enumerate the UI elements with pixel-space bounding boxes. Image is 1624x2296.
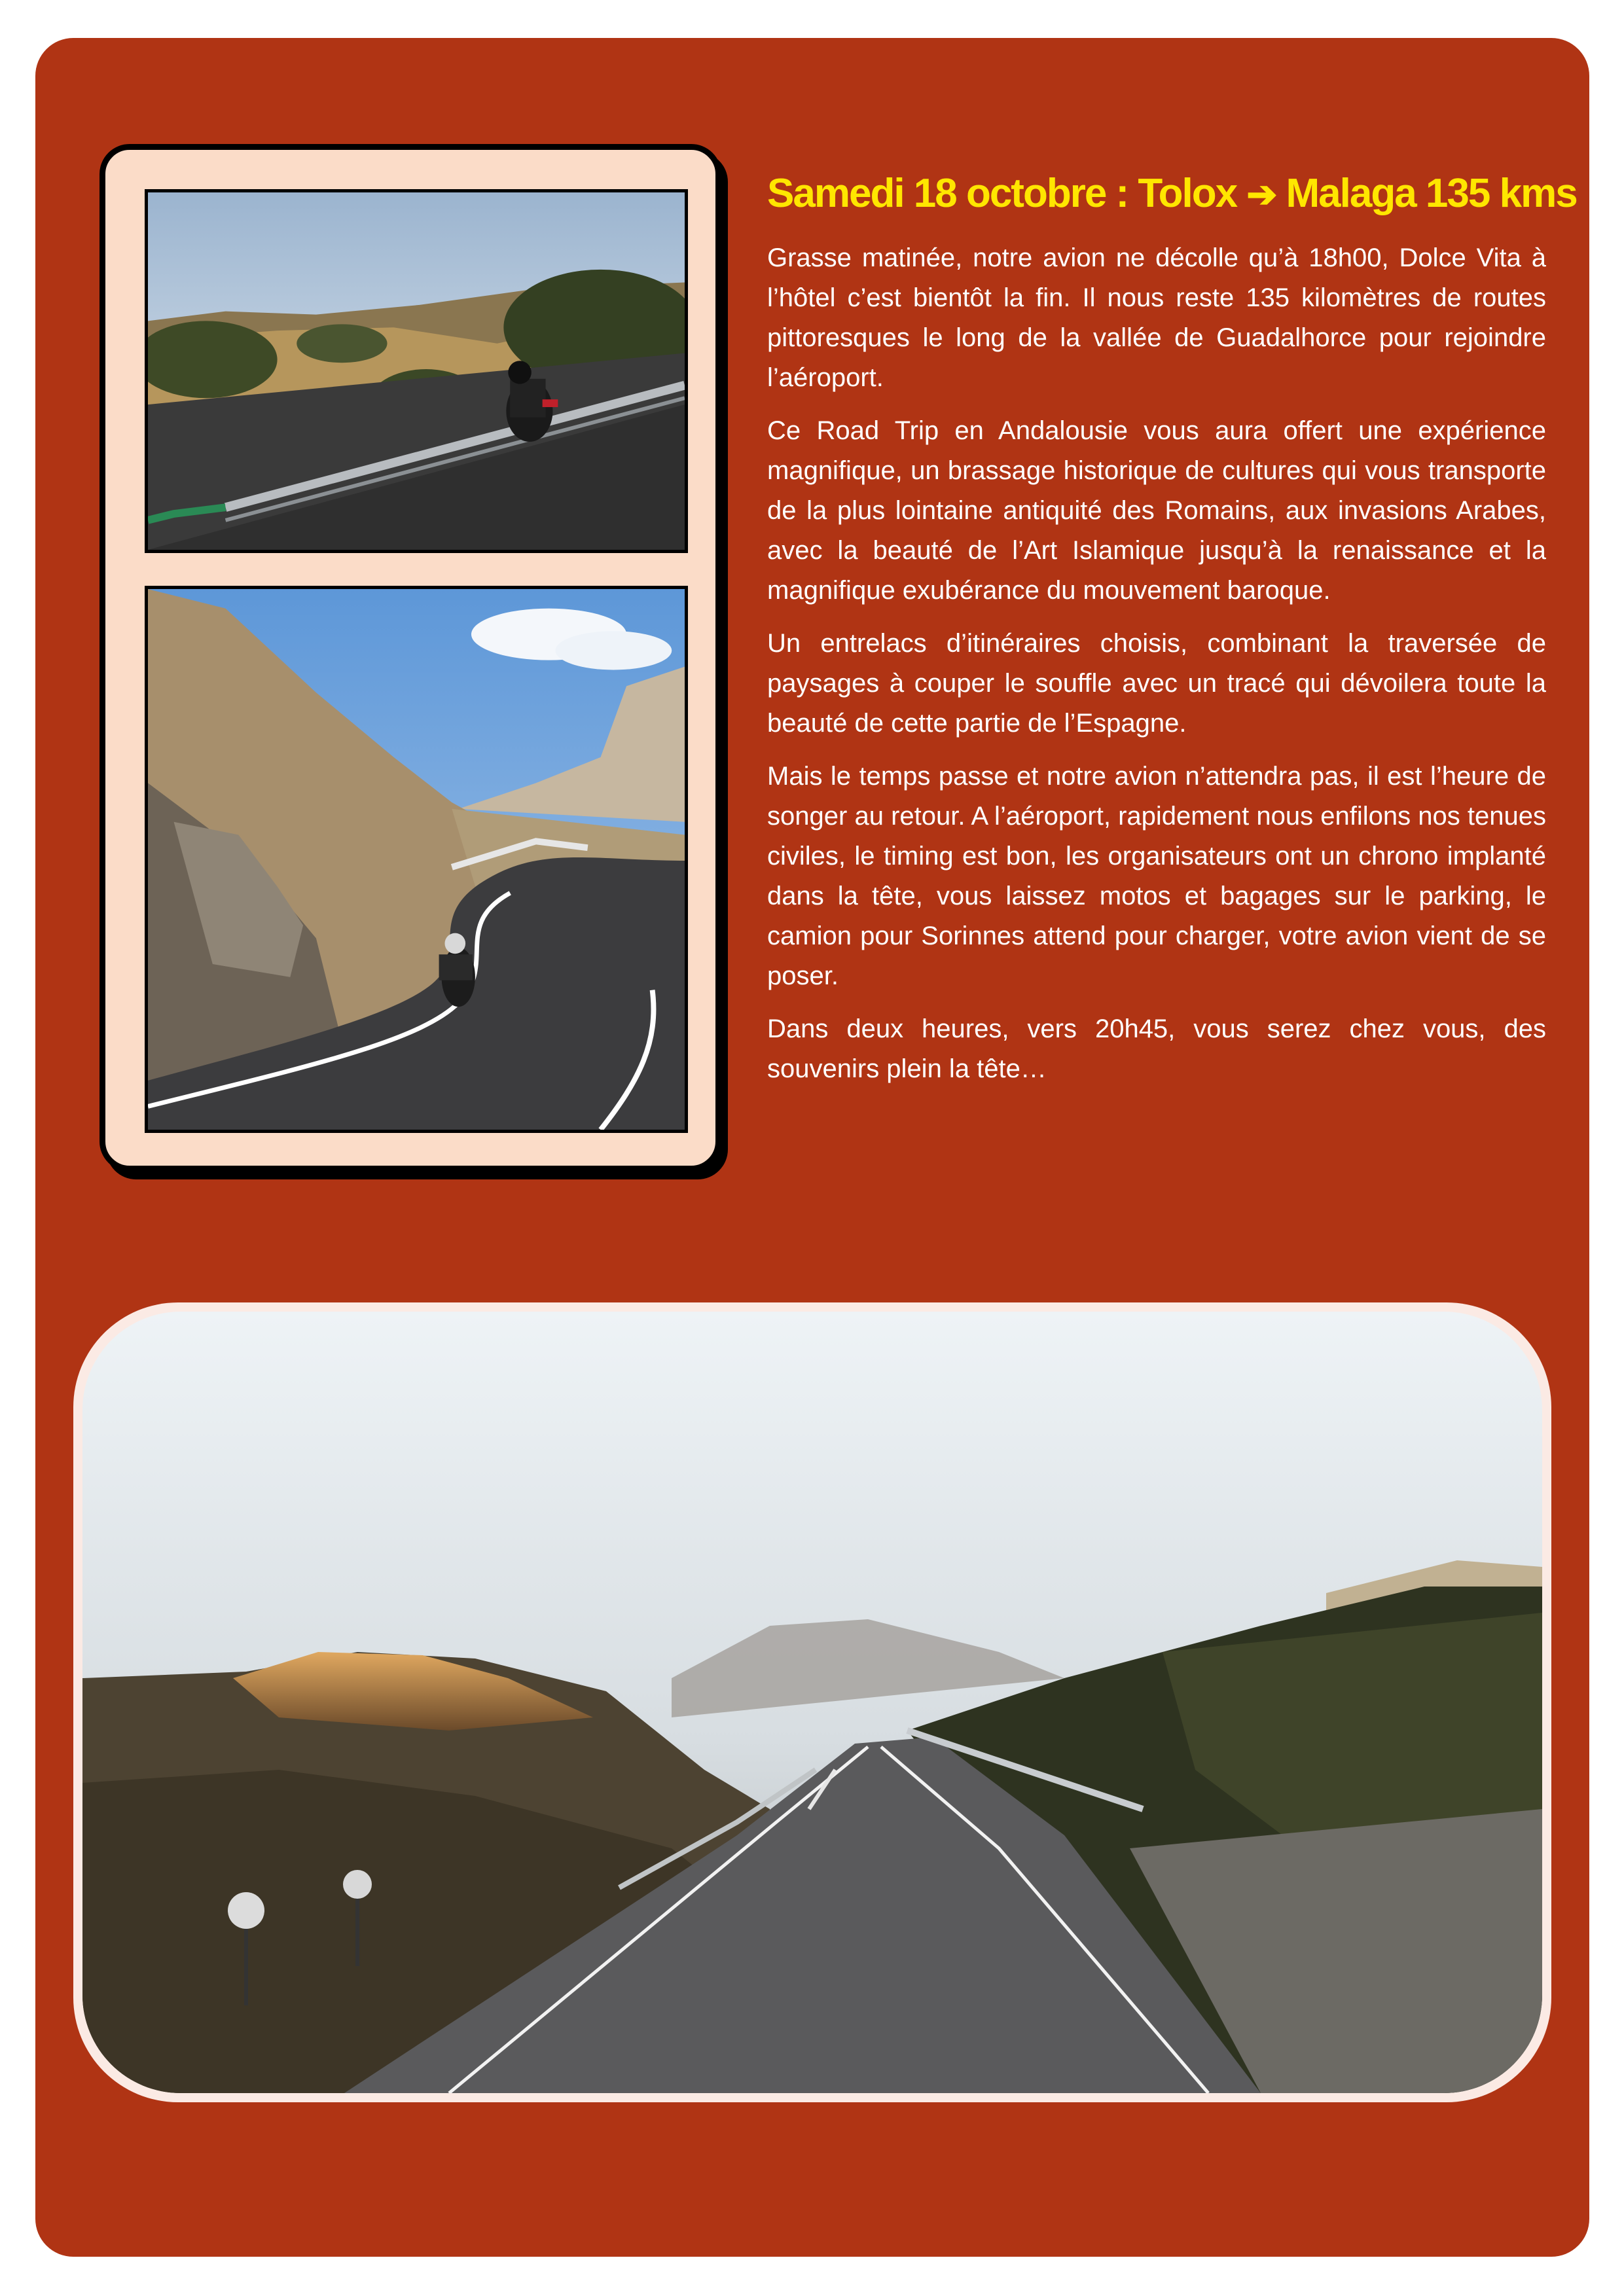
photo-frame [99,144,721,1172]
article-title [767,171,1577,216]
paragraph: Ce Road Trip en Andalousie vous aura offert une expérience magnifique, un brassage historique de cultures qui vous transporte de la plus lointaine antiquité des Romains, aux invasions Arabes, avec la beauté de l’Art Islamique jusqu’à la renaissance et la magnifique exubérance du mouvement baroque. [767,416,1546,605]
paragraph: Dans deux heures, vers 20h45, vous serez chez vous, des souvenirs plein la tête… [767,1014,1546,1084]
title-start: Samedi 18 octobre : Tolox [767,171,1247,216]
article [767,171,1577,1102]
photo-misty-road [82,1312,1542,2093]
photo-motorcycle-curve [145,189,688,553]
paragraph: Un entrelacs d’itinéraires choisis, combinant la traversée de paysages à couper le souffle avec un tracé qui dévoilera toute la beauté de cette partie de l’Espagne. [767,629,1546,738]
bottom-photo-frame [73,1302,1551,2102]
arrow-right-icon: ➔ [1246,173,1276,215]
title-end: Malaga 135 kms [1276,171,1577,216]
paragraph: Mais le temps passe et notre avion n’attendra pas, il est l’heure de songer au retour. A l’aéroport, rapidement nous enfilons nos tenues civiles, le timing est bon, les organisateurs ont un chrono implanté dans la tête, vous laissez motos et bagages sur le parking, le camion pour Sorinnes attend pour charger, votre avion vient de se poser. [767,762,1546,991]
paragraph: Grasse matinée, notre avion ne décolle qu’à 18h00, Dolce Vita à l’hôtel c’est bientôt la fin. Il nous reste 135 kilomètres de routes pittoresques le long de la vallée de Guadalhorce pour rejoindre l’aéroport. [767,243,1546,393]
photo-mountain-road [145,586,688,1133]
